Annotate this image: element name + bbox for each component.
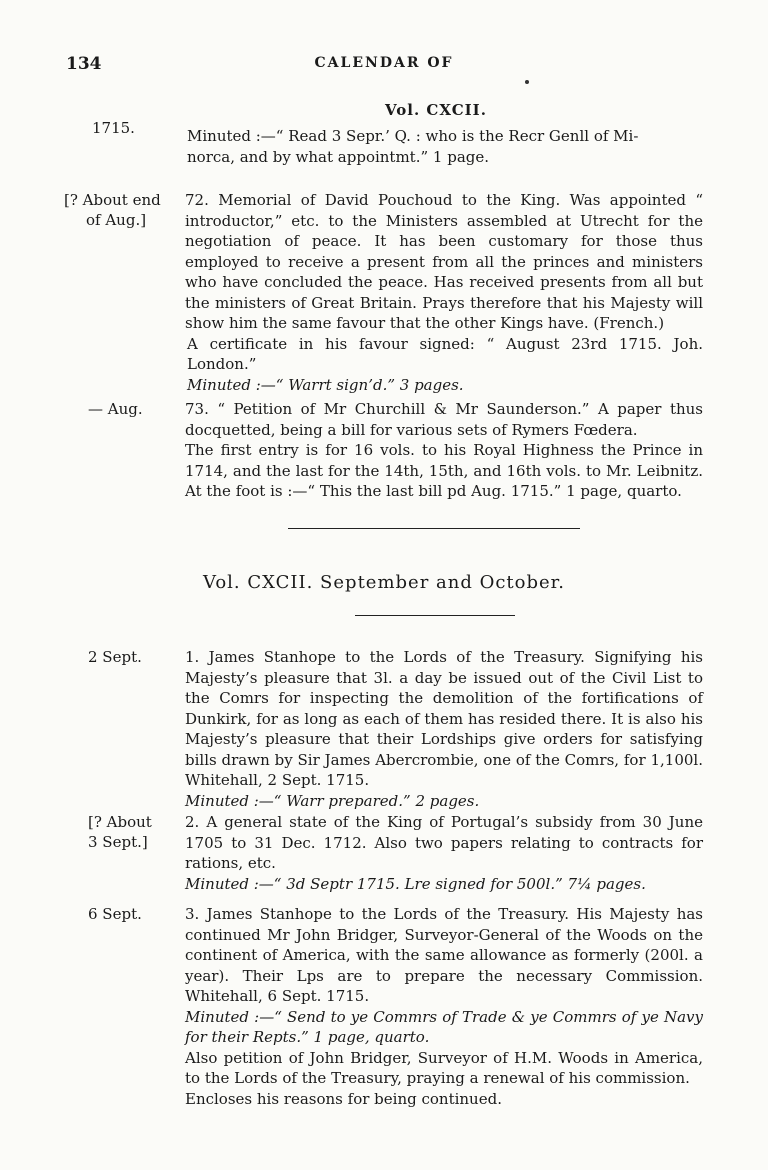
entry2-paragraph2: Minuted :—“ 3d Septr 1715. Lre signed for 500l.” 7¼ pages. [185,874,646,893]
entry3-date: 6 Sept. [88,905,142,923]
entry72-paragraph3: Minuted :—“ Warrt sign’d.” 3 pages. [187,375,464,394]
entry3-paragraph3: Also petition of John Bridger, Surveyor of H.M. Woods in America, to the Lords of the Treasury, praying a renewal of his commission. [185,1048,703,1087]
volume-heading: Vol. CXCII. [385,101,487,119]
entry72-date [64,190,162,230]
entry72-paragraph1: 72. Memorial of David Pouchoud to the King. Was appointed “ introductor,” etc. to the Ministers assembled at Utrecht for the negotiation of peace. It has been customary for those thus employed to receive a present from all the princes and ministers who have concluded the peace. Has received presents from all but the ministers of Great Britain. Prays therefore that his Majesty will show him the same favour that the other Kings have. (French.) [185,191,703,332]
print-speck [525,80,529,84]
entry1-date: 2 Sept. [88,648,142,666]
entry72-date-line1: [? About end [64,191,161,209]
section-heading: Vol. CXCII. September and October. [202,572,566,593]
entry2-date [88,812,186,852]
entry-previous [185,126,705,167]
running-title: CALENDAR OF [314,55,454,71]
entry73-paragraph2: The first entry is for 16 vols. to his Royal Highness the Prince in 1714, and the last for the 14th, 15th, and 16th vols. to Mr. Leibnitz. At the foot is :—“ This the last bill pd Aug. 1715.” 1 page, quarto. [185,441,703,500]
entry-previous-line1: Minuted :—“ Read 3 Sepr.’ Q. : who is the Recr Genll of Mi- [187,127,639,145]
entry3-paragraph2: Minuted :—“ Send to ye Commrs of Trade & ye Commrs of ye Navy for their Repts.” 1 page, quarto. [185,1007,703,1046]
entry73-date: — Aug. [88,400,143,418]
entry2 [185,812,703,894]
entry73 [185,399,703,502]
entry1 [185,647,703,811]
entry72 [185,190,703,395]
entry3-paragraph4: Encloses his reasons for being continued. [185,1089,502,1108]
entry72-date-line2: of Aug.] [86,211,147,229]
entry1-paragraph1: 1. James Stanhope to the Lords of the Treasury. Signifying his Majesty’s pleasure that 3l. a day be issued out of the Civil List to the Comrs for inspecting the demolition of the fortifications of Dunkirk, for as long as each of them has resided there. It is also his Majesty’s pleasure that their Lordships give orders for satisfying bills drawn by Sir James Abercrombie, one of the Comrs, for 1,100l. Whitehall, 2 Sept. 1715. [185,648,703,789]
entry1-paragraph2: Minuted :—“ Warr prepared.” 2 pages. [185,791,480,810]
section-divider [288,528,580,529]
entry73-paragraph1: 73. “ Petition of Mr Churchill & Mr Saunderson.” A paper thus docquetted, being a bill for various sets of Rymers Fœdera. [185,400,703,439]
year-label: 1715. [92,119,135,137]
entry-previous-line2: norca, and by what appointmt.” 1 page. [187,147,490,166]
entry72-paragraph2: A certificate in his favour signed: “ August 23rd 1715. Joh. London.” [187,334,703,373]
entry3-paragraph1: 3. James Stanhope to the Lords of the Treasury. His Majesty has continued Mr John Bridger, Surveyor-General of the Woods on the continent of America, with the same allowance as formerly (200l. a year). Their Lps are to prepare the necessary Commission. Whitehall, 6 Sept. 1715. [185,905,703,1005]
entry2-date-line1: [? About [88,813,152,831]
entry2-date-line2: 3 Sept.] [88,833,148,851]
heading-underline [355,615,515,616]
entry2-paragraph1: 2. A general state of the King of Portugal’s subsidy from 30 June 1705 to 31 Dec. 1712. Also two papers relating to contracts for rations, etc. [185,813,703,872]
page-number: 134 [66,54,102,74]
entry3 [185,904,703,1109]
